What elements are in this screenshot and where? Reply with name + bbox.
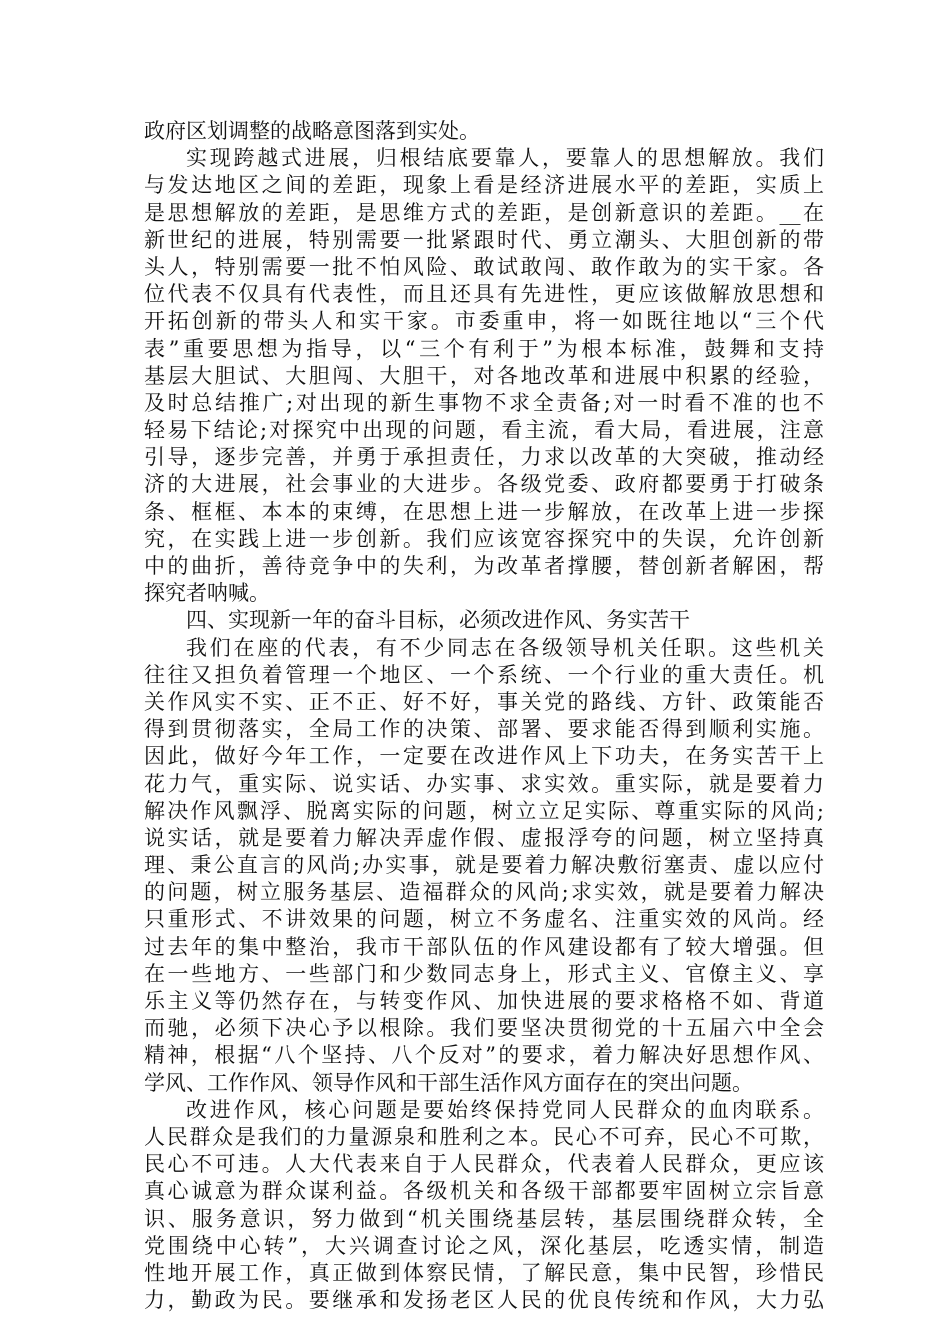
text-line: 与发达地区之间的差距，现象上看是经济进展水平的差距，实质上	[144, 173, 824, 198]
text-line: 表”重要思想为指导，以“三个有利于”为根本标准，鼓舞和支持	[144, 336, 824, 361]
text-line: 位代表不仅具有代表性，而且还具有先进性，更应该做解放思想和	[144, 282, 824, 307]
text-line: 过去年的集中整治，我市干部队伍的作风建设都有了较大增强。但	[144, 934, 824, 959]
text-line: 学风、工作作风、领导作风和干部生活作风方面存在的突出问题。	[144, 1070, 753, 1095]
text-line: 关作风实不实、正不正、好不好，事关党的路线、方针、政策能否	[144, 689, 824, 714]
text-line: 头人，特别需要一批不怕风险、敢试敢闯、敢作敢为的实干家。各	[144, 254, 824, 279]
text-line: 人民群众是我们的力量源泉和胜利之本。民心不可弃，民心不可欺，	[144, 1124, 824, 1149]
text-line: 改进作风，核心问题是要始终保持党同人民群众的血肉联系。	[186, 1097, 824, 1122]
text-line: 因此，做好今年工作，一定要在改进作风上下功夫，在务实苦干上	[144, 744, 824, 769]
text-line: 得到贯彻落实，全局工作的决策、部署、要求能否得到顺利实施。	[144, 717, 824, 742]
text-line: 实现跨越式进展，归根结底要靠人，要靠人的思想解放。我们	[186, 146, 824, 171]
text-line: 开拓创新的带头人和实干家。市委重申，将一如既往地以“三个代	[144, 309, 824, 334]
text-line: 及时总结推广;对出现的新生事物不求全责备;对一时看不准的也不	[144, 390, 824, 415]
text-line: 而驰，必须下决心予以根除。我们要坚决贯彻党的十五届六中全会	[144, 1016, 824, 1041]
text-line: 我们在座的代表，有不少同志在各级领导机关任职。这些机关	[186, 635, 824, 660]
text-line: 中的曲折，善待竞争中的失利，为改革者撑腰，替创新者解困，帮	[144, 554, 824, 578]
text-line: 性地开展工作，真正做到体察民情，了解民意，集中民智，珍惜民	[144, 1260, 824, 1285]
text-line: 新世纪的进展，特别需要一批紧跟时代、勇立潮头、大胆创新的带	[144, 227, 824, 252]
text-line: 说实话，就是要着力解决弄虚作假、虚报浮夸的问题，树立坚持真	[144, 825, 824, 850]
text-line: 引导，逐步完善，并勇于承担责任，力求以改革的大突破，推动经	[144, 445, 824, 470]
text-line: 理、秉公直言的风尚;办实事，就是要着力解决敷衍塞责、虚以应付	[144, 853, 824, 878]
text-line: 条、框框、本本的束缚，在思想上进一步解放，在改革上进一步探	[144, 499, 824, 524]
document-page	[144, 118, 824, 1314]
text-line: 四、实现新一年的奋斗目标，必须改进作风、务实苦干	[186, 608, 690, 633]
text-line: 党围绕中心转”，大兴调查讨论之风，深化基层，吃透实情，制造	[144, 1233, 824, 1258]
text-line: 济的大进展，社会事业的大进步。各级党委、政府都要勇于打破条	[144, 472, 824, 497]
text-line: 在一些地方、一些部门和少数同志身上，形式主义、官僚主义、享	[144, 961, 824, 986]
text-line: 花力气，重实际、说实话、办实事、求实效。重实际，就是要着力	[144, 771, 824, 796]
text-line: 往往又担负着管理一个地区、一个系统、一个行业的重大责任。机	[144, 662, 824, 687]
text-line: 是思想解放的差距，是思维方式的差距，是创新意识的差距。__在	[144, 200, 824, 225]
text-line: 的问题，树立服务基层、造福群众的风尚;求实效，就是要着力解决	[144, 880, 824, 905]
text-line: 基层大胆试、大胆闯、大胆干，对各地改革和进展中积累的经验，	[144, 363, 824, 388]
text-line: 真心诚意为群众谋利益。各级机关和各级干部都要牢固树立宗旨意	[144, 1179, 824, 1204]
text-line: 究，在实践上进一步创新。我们应该宽容探究中的失误，允许创新	[144, 526, 824, 551]
text-line: 解决作风飘浮、脱离实际的问题，树立立足实际、尊重实际的风尚;	[144, 798, 824, 823]
text-line: 精神，根据“八个坚持、八个反对”的要求，着力解决好思想作风、	[144, 1043, 824, 1068]
text-line: 民心不可违。人大代表来自于人民群众，代表着人民群众，更应该	[144, 1152, 824, 1177]
text-line: 乐主义等仍然存在，与转变作风、加快进展的要求格格不如、背道	[144, 989, 824, 1013]
text-line: 力，勤政为民。要继承和发扬老区人民的优良传统和作风，大力弘	[144, 1288, 824, 1313]
text-line: 探究者呐喊。	[144, 581, 270, 606]
text-line: 只重形式、不讲效果的问题，树立不务虚名、注重实效的风尚。经	[144, 907, 824, 932]
text-line: 轻易下结论;对探究中出现的问题，看主流，看大局，看进展，注意	[144, 418, 824, 443]
text-line: 识、服务意识，努力做到“机关围绕基层转，基层围绕群众转，全	[144, 1206, 824, 1231]
text-line: 政府区划调整的战略意图落到实处。	[144, 119, 480, 143]
